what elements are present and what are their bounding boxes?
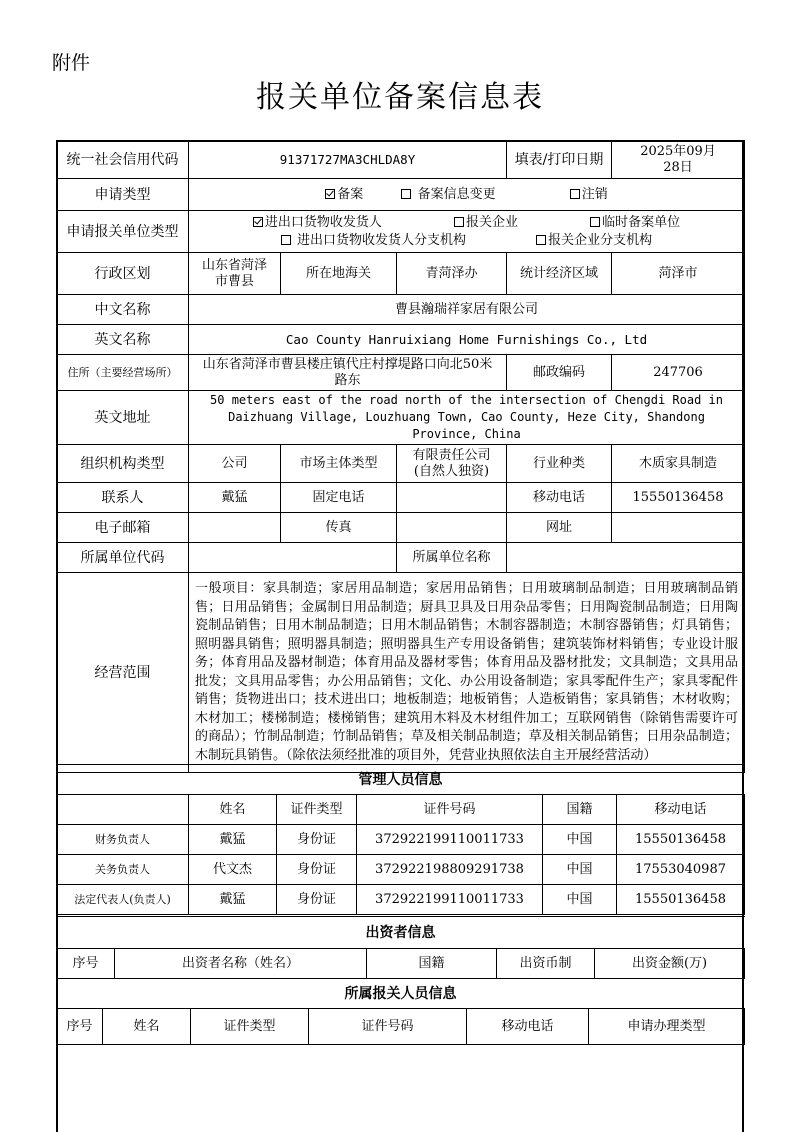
postal-code-label: 邮政编码 xyxy=(507,355,612,391)
manager-mobile: 17553040987 xyxy=(617,855,745,885)
customs-staff-header: 序号 xyxy=(57,1009,103,1045)
unit-type-options xyxy=(189,211,745,253)
business-scope-label: 经营范围 xyxy=(57,573,189,773)
apply-type-label: 申请类型 xyxy=(57,179,189,211)
credit-code-label: 统一社会信用代码 xyxy=(57,141,189,179)
entity-type-value: 有限责任公司 (自然人独资) xyxy=(397,445,507,483)
mobile-label: 移动电话 xyxy=(507,483,612,513)
investors-section-title: 出资者信息 xyxy=(57,917,745,949)
cn-name-value: 曹县瀚瑞祥家居有限公司 xyxy=(189,295,745,325)
investors-header: 序号 xyxy=(57,949,115,979)
customs-staff-header: 证件类型 xyxy=(191,1009,309,1045)
checkbox-icon[interactable] xyxy=(401,189,411,199)
manager-id-type: 身份证 xyxy=(277,855,357,885)
investors-header: 出资金额(万) xyxy=(595,949,745,979)
apply-type-cancel[interactable]: 注销 xyxy=(570,187,608,203)
checkbox-icon[interactable] xyxy=(590,217,600,227)
manager-nationality: 中国 xyxy=(543,825,617,855)
cn-name-label: 中文名称 xyxy=(57,295,189,325)
customs-staff-header: 姓名 xyxy=(103,1009,191,1045)
org-type-value: 公司 xyxy=(189,445,281,483)
customs-label: 所在地海关 xyxy=(281,253,397,295)
en-name-value: Cao County Hanruixiang Home Furnishings Co., Ltd xyxy=(189,325,745,355)
manager-id-number: 372922199110011733 xyxy=(357,885,543,915)
managers-header: 移动电话 xyxy=(617,795,745,825)
contact-label: 联系人 xyxy=(57,483,189,513)
econ-region-value: 菏泽市 xyxy=(612,253,745,295)
basic-info-table xyxy=(56,140,745,773)
en-address-label: 英文地址 xyxy=(57,391,189,445)
manager-role: 财务负责人 xyxy=(57,825,189,855)
table-row xyxy=(57,825,745,855)
manager-role: 关务负责人 xyxy=(57,855,189,885)
managers-header: 姓名 xyxy=(189,795,277,825)
manager-name: 戴猛 xyxy=(189,885,277,915)
parent-name-value xyxy=(507,543,745,573)
managers-table xyxy=(56,764,745,915)
region-value: 山东省菏泽 市曹县 xyxy=(189,253,281,295)
customs-staff-header: 证件号码 xyxy=(309,1009,467,1045)
apply-type-filing[interactable]: 备案 xyxy=(325,187,363,203)
entity-type-label: 市场主体类型 xyxy=(281,445,397,483)
checkbox-checked-icon[interactable] xyxy=(325,189,335,199)
manager-role: 法定代表人(负责人) xyxy=(57,885,189,915)
business-scope-value: 一般项目：家具制造；家居用品制造；家居用品销售；日用玻璃制品制造；日用玻璃制品销售；日用品销售；金属制日用品制造；厨具卫具及日用杂品零售；日用陶瓷制品制造；日用陶瓷制品销售；日用木制品制造；日用木制品销售；木制容器制造；木制容器销售；灯具销售；照明器具销售；照明器具制造；照明器具生产专用设备销售；建筑装饰材料销售；专业设计服务；体育用品及器材制造；体育用品及器材零售；体育用品及器材批发；文具制造；文具用品批发；文具用品零售；办公用品销售；文化、办公用设备制造；家具零配件生产；家具零配件销售；货物进出口；技术进出口；地板制造；地板销售；人造板销售；家具销售；木材收购；木材加工；楼梯制造；楼梯销售；建筑用木料及木材组件加工；互联网销售（除销售需要许可的商品）；竹制品制造；竹制品销售；草及相关制品制造；草及相关制品销售；日用杂品制造；木制玩具销售。（除依法须经批准的项目外，凭营业执照依法自主开展经营活动） xyxy=(189,573,745,773)
address-label: 住所（主要经营场所） xyxy=(57,355,189,391)
fill-date-label: 填表/打印日期 xyxy=(507,141,612,179)
manager-id-type: 身份证 xyxy=(277,885,357,915)
industry-value: 木质家具制造 xyxy=(612,445,745,483)
apply-type-change[interactable]: 备案信息变更 xyxy=(401,187,495,203)
econ-region-label: 统计经济区域 xyxy=(507,253,612,295)
investors-header: 国籍 xyxy=(367,949,497,979)
manager-mobile: 15550136458 xyxy=(617,885,745,915)
apply-type-options xyxy=(189,179,745,211)
manager-id-number: 372922199110011733 xyxy=(357,825,543,855)
investors-header: 出资币制 xyxy=(497,949,595,979)
phone-label: 固定电话 xyxy=(281,483,397,513)
managers-section-title: 管理人员信息 xyxy=(57,765,745,795)
fill-date-value: 2025年09月 28日 xyxy=(612,141,745,179)
credit-code-value: 91371727MA3CHLDA8Y xyxy=(189,141,507,179)
manager-nationality: 中国 xyxy=(543,855,617,885)
parent-name-label: 所属单位名称 xyxy=(397,543,507,573)
managers-header xyxy=(57,795,189,825)
en-name-label: 英文名称 xyxy=(57,325,189,355)
manager-name: 戴猛 xyxy=(189,825,277,855)
investors-header: 出资者名称（姓名） xyxy=(115,949,367,979)
manager-nationality: 中国 xyxy=(543,885,617,915)
fax-value xyxy=(397,513,507,543)
unit-type-broker-branch[interactable]: 报关企业分支机构 xyxy=(536,232,652,250)
table-row xyxy=(57,855,745,885)
manager-name: 代文杰 xyxy=(189,855,277,885)
org-type-label: 组织机构类型 xyxy=(57,445,189,483)
industry-label: 行业种类 xyxy=(507,445,612,483)
parent-code-label: 所属单位代码 xyxy=(57,543,189,573)
managers-header: 证件类型 xyxy=(277,795,357,825)
page-title: 报关单位备案信息表 xyxy=(256,80,544,115)
unit-type-consignor[interactable]: 进出口货物收发货人 xyxy=(253,214,382,232)
unit-type-temporary[interactable]: 临时备案单位 xyxy=(590,214,680,232)
unit-type-broker[interactable]: 报关企业 xyxy=(454,214,518,232)
customs-staff-header: 移动电话 xyxy=(467,1009,589,1045)
fax-label: 传真 xyxy=(281,513,397,543)
checkbox-icon[interactable] xyxy=(570,189,580,199)
manager-id-number: 372922198809291738 xyxy=(357,855,543,885)
checkbox-icon[interactable] xyxy=(281,235,291,245)
checkbox-icon[interactable] xyxy=(454,217,464,227)
manager-id-type: 身份证 xyxy=(277,825,357,855)
website-value xyxy=(612,513,745,543)
checkbox-checked-icon[interactable] xyxy=(253,217,263,227)
contact-value: 戴猛 xyxy=(189,483,281,513)
unit-type-label: 申请报关单位类型 xyxy=(57,211,189,253)
mobile-value: 15550136458 xyxy=(612,483,745,513)
en-address-value: 50 meters east of the road north of the intersection of Chengdi Road in Daizhuang Village, Louzhuang Town, Cao County, Heze City, Shandong Province, China xyxy=(189,391,745,445)
manager-mobile: 15550136458 xyxy=(617,825,745,855)
postal-code-value: 247706 xyxy=(612,355,745,391)
website-label: 网址 xyxy=(507,513,612,543)
customs-staff-section-title: 所属报关人员信息 xyxy=(57,979,745,1009)
managers-header: 证件号码 xyxy=(357,795,543,825)
unit-type-consignor-branch[interactable]: 进出口货物收发货人分支机构 xyxy=(281,232,466,250)
checkbox-icon[interactable] xyxy=(536,235,546,245)
managers-header: 国籍 xyxy=(543,795,617,825)
phone-value xyxy=(397,483,507,513)
investors-table xyxy=(56,916,745,979)
customs-staff-table xyxy=(56,978,745,1045)
table-row xyxy=(57,885,745,915)
address-value: 山东省菏泽市曹县楼庄镇代庄村撑堤路口向北50米路东 xyxy=(189,355,507,391)
email-label: 电子邮箱 xyxy=(57,513,189,543)
customs-staff-header: 申请办理类型 xyxy=(589,1009,745,1045)
email-value xyxy=(189,513,281,543)
parent-code-value xyxy=(189,543,397,573)
customs-value: 青菏泽办 xyxy=(397,253,507,295)
region-label: 行政区划 xyxy=(57,253,189,295)
attachment-label: 附件 xyxy=(52,52,91,74)
